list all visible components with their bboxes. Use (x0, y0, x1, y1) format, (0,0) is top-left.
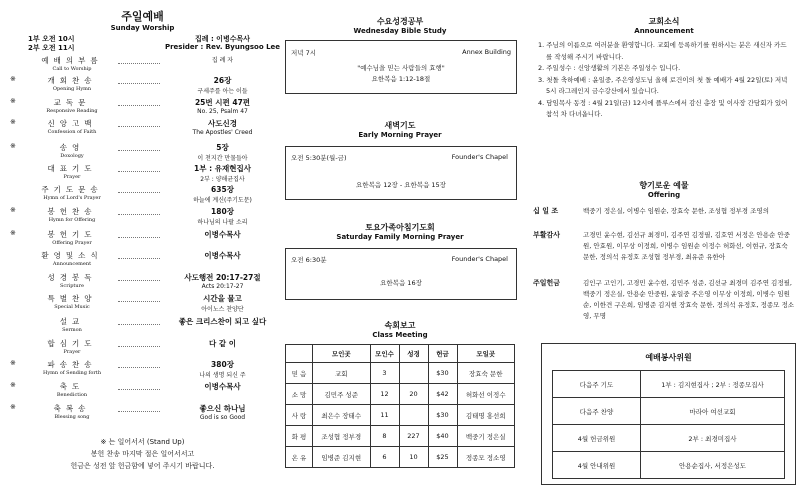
worship-item-main: 이병수목사 (204, 251, 241, 260)
leader-dots (118, 389, 160, 390)
table-row (286, 447, 515, 468)
worship-item-label (28, 359, 116, 376)
worship-item-ko: 예배의부름 (41, 56, 103, 65)
worship-subtitle: Sunday Worship (110, 24, 175, 32)
worship-item-ko: 설교 (59, 317, 85, 326)
saturday-text: 요한복음 16장 (380, 279, 422, 287)
leader-dots (118, 126, 160, 127)
worship-item-ko: 파송찬송 (47, 360, 97, 369)
table-cell (399, 363, 428, 384)
worship-item-value (160, 272, 285, 290)
worship-item-value (160, 97, 285, 115)
worship-item-ko: 특별찬양 (47, 294, 97, 303)
worship-title: 주일예배 (121, 10, 164, 23)
volunteers-table-body (553, 371, 785, 479)
worship-item-value (160, 403, 285, 421)
leader-dots (118, 63, 160, 64)
worship-item-sub: Acts 20:17-27 (201, 283, 244, 290)
table-row (286, 426, 515, 447)
wednesday-place: Annex Building (462, 48, 511, 56)
worship-item-value (160, 55, 285, 64)
worship-item-value (160, 316, 285, 327)
notices-list (538, 40, 788, 121)
table-cell: 12 (370, 384, 399, 405)
worship-item-main: 1부 : 유재현집사 (194, 164, 251, 173)
worship-item-label (28, 403, 116, 420)
presider-en: Presider : Rev. Byungsoo Lee (164, 43, 281, 51)
wednesday-box (285, 40, 517, 94)
worship-item-en: Responsive Reading (46, 108, 98, 114)
table-cell: 최은수 장태수 (313, 405, 371, 426)
dawn-title: 새벽기도 (384, 121, 416, 130)
offering-names: 김인구 고인기, 고경민 윤수현, 김민주 성준, 김선규 최경미 김주연 김정필, 백중기 정은실, 안용순 안중원, 윤일중 주은영 이무상 이정희, 이병수 임원순, 이한견 구은희, 임병준 김지현 장효숙 문한, 정의석 유정호, 정종모 정소영, 무명 (583, 279, 795, 320)
offering-names: 고경민 윤수현, 김선규 최경미, 김주연 김정필, 김호연 서정은 안용순 안중원, 안효원, 이무상 이정희, 이병수 임원순 이정수 허화선, 이현규, 장효숙 문한, 정의석 유정호 조성협 정부경, 최유준 유한아 (583, 231, 790, 261)
table-row (553, 371, 785, 398)
worship-item-main: 이병수목사 (204, 382, 241, 391)
worship-item-value (160, 142, 285, 162)
worship-item-label (28, 163, 116, 180)
class-table-header (286, 345, 515, 363)
notice-item: 1. 주님의 이름으로 여러분을 환영합니다. 교회에 등록하기를 원하시는 분은 새신자 카드를 작성해 주시기 바랍니다. (538, 41, 787, 61)
stand-mark: ※ (10, 206, 16, 214)
leader-dots (118, 280, 160, 281)
worship-item-en: Announcement (52, 261, 92, 267)
worship-item-en: Benediction (56, 392, 88, 398)
leader-dots (118, 83, 160, 84)
service-time-1: 1부 오전 10시 (28, 35, 75, 43)
worship-item-label (28, 338, 116, 355)
leader-dots (118, 105, 160, 106)
header-cell: 모인곳 (313, 345, 371, 363)
leader-dots (118, 214, 160, 215)
leader-dots (118, 367, 160, 368)
leader-dots (118, 411, 160, 412)
worship-item-value (160, 381, 285, 392)
worship-item-en: Sermon (62, 327, 82, 333)
service-time-2: 2부 오전 11시 (28, 44, 75, 52)
table-cell: 1부 : 김지현집사 ; 2부 : 정종모집사 (641, 371, 785, 398)
worship-item-value (160, 206, 285, 226)
worship-item-value (160, 229, 285, 240)
leader-dots (118, 192, 160, 193)
worship-item-sub: 2부 : 양해균집사 (200, 176, 245, 183)
saturday-time: 오전 6:30분 (291, 256, 327, 264)
table-cell: 김태명 홍선희 (457, 405, 515, 426)
table-cell: 3 (370, 363, 399, 384)
offering-label: 부활감사 (533, 231, 561, 239)
table-row (553, 425, 785, 452)
table-cell: 11 (370, 405, 399, 426)
worship-item-ko: 주기도문송 (41, 185, 103, 194)
header-cell (286, 345, 313, 363)
table-cell: 마라아 여선교회 (641, 398, 785, 425)
worship-item-label (28, 250, 116, 267)
table-cell: 4월 안내위원 (553, 452, 641, 479)
table-cell: 믿 음 (286, 363, 313, 384)
stand-mark: ※ (10, 118, 16, 126)
volunteers-table (552, 370, 785, 479)
table-row (286, 363, 515, 384)
class-header (285, 320, 515, 339)
header-cell: 모일곳 (457, 345, 515, 363)
worship-item-label (28, 142, 116, 159)
worship-item-label (28, 118, 116, 135)
worship-item-value (160, 293, 285, 313)
table-cell: 8 (370, 426, 399, 447)
worship-item-label (28, 97, 116, 114)
worship-item-sub: The Apostles' Creed (192, 129, 253, 136)
worship-item-en: Special Music (54, 304, 90, 310)
table-cell: 안용순집사, 서정은성도 (641, 452, 785, 479)
worship-item-main: 26장 (213, 76, 232, 85)
offering-label: 십 일 조 (533, 207, 559, 215)
saturday-place: Founder's Chapel (451, 255, 508, 263)
worship-item-ko: 교독문 (53, 98, 91, 107)
worship-item-label (28, 75, 116, 92)
worship-item-en: Blessing song (54, 414, 90, 420)
table-cell: 4월 헌금위원 (553, 425, 641, 452)
worship-item-sub: 하늘에 계신(주기도문) (193, 197, 252, 204)
table-cell: 백중기 정은실 (457, 426, 515, 447)
worship-item-main: 좋은 크리스찬이 되고 싶다 (178, 317, 267, 326)
worship-item-label (28, 229, 116, 246)
offering-box-note: 헌금은 성전 앞 헌금함에 넣어 주시기 바랍니다. (70, 462, 215, 470)
worship-item-en: Scripture (60, 283, 84, 289)
wednesday-subtitle: Wednesday Bible Study (353, 27, 447, 35)
worship-item-label (28, 381, 116, 398)
worship-item-en: Hymn of Sending forth (42, 370, 102, 376)
worship-item-sub: 이 천지간 만물들아 (197, 155, 248, 162)
table-cell: 2부 : 최경미집사 (641, 425, 785, 452)
sunday-worship-section (10, 0, 281, 485)
worship-item-ko: 축도 (59, 382, 85, 391)
dawn-subtitle: Early Morning Prayer (358, 131, 442, 139)
offering-subtitle: Offering (647, 191, 681, 199)
notices-header (533, 16, 795, 35)
table-cell: 다음주 찬양 (553, 398, 641, 425)
class-table-body (286, 363, 515, 468)
worship-item-en: Opening Hymn (52, 86, 92, 92)
worship-item-label (28, 55, 116, 72)
saturday-header (285, 222, 515, 241)
worship-item-sub: 집 례 자 (211, 57, 234, 64)
leader-dots (118, 258, 160, 259)
stand-mark: ※ (10, 359, 16, 367)
leader-dots (118, 171, 160, 172)
worship-item-main: 180장 (211, 207, 234, 216)
saturday-box (285, 248, 517, 300)
stand-note: ※ 는 일어서서 (Stand Up) (100, 438, 185, 446)
table-cell: 사 랑 (286, 405, 313, 426)
table-cell: 20 (399, 384, 428, 405)
leader-dots (118, 301, 160, 302)
worship-item-label (28, 206, 116, 223)
table-row (553, 452, 785, 479)
table-cell: 허화선 이정수 (457, 384, 515, 405)
offering-names: 백중기 정은실, 이병수 임원순, 장효숙 문한, 조성협 정부경 조영의 (583, 207, 769, 215)
table-row (553, 398, 785, 425)
leader-dots (118, 237, 160, 238)
dawn-box (285, 146, 517, 200)
worship-item-en: Prayer (63, 349, 81, 355)
wednesday-title: 수요성경공부 (376, 17, 424, 26)
volunteers-box (541, 343, 796, 485)
worship-item-value (160, 163, 285, 183)
worship-item-main: 사도행전 20:17-27절 (184, 273, 261, 282)
header-cell: 헌금 (428, 345, 457, 363)
worship-item-ko: 신앙고백 (47, 119, 97, 128)
worship-item-main: 380장 (211, 360, 234, 369)
table-cell: 10 (399, 447, 428, 468)
worship-item-sub: 구세주를 아는 이들 (197, 88, 248, 95)
worship-item-value (160, 338, 285, 349)
table-row (286, 384, 515, 405)
worship-item-main: 이병수목사 (204, 230, 241, 239)
worship-item-ko: 축복송 (53, 404, 91, 413)
worship-item-main: 사도신경 (208, 119, 237, 128)
worship-item-en: Confession of Faith (47, 129, 97, 135)
table-cell: $42 (428, 384, 457, 405)
stand-mark: ※ (10, 403, 16, 411)
worship-item-ko: 환영및소식 (41, 251, 103, 260)
worship-item-en: Doxology (60, 153, 84, 159)
worship-item-main: 5장 (216, 143, 229, 152)
worship-item-main: 635장 (211, 185, 234, 194)
notice-item: 4. 담임목사 동정 : 4월 21일(금) 12시에 플루스에서 감신 총장 및 이사장 간담회가 있어 참석 차 다녀옵니다. (538, 98, 788, 118)
presider-ko: 집례 : 이병수목사 (194, 35, 250, 43)
wednesday-theme: "예수님을 믿는 사람들의 효행" (357, 64, 445, 72)
worship-item-sub: 나의 생명 되신 주 (199, 372, 246, 379)
worship-item-value (160, 75, 285, 95)
table-cell: 장효숙 문한 (457, 363, 515, 384)
saturday-title: 토요가족아침기도회 (365, 223, 435, 232)
worship-item-ko: 대표기도 (47, 164, 97, 173)
table-cell: 임병준 김지현 (313, 447, 371, 468)
header-cell: 성경 (399, 345, 428, 363)
dawn-header (285, 120, 515, 139)
stand-mark: ※ (10, 75, 16, 83)
notice-item: 2. 주일성수 : 신앙생활의 기본은 주일성수 입니다. (538, 64, 681, 72)
class-meeting-table (285, 344, 515, 468)
table-cell: $40 (428, 426, 457, 447)
worship-item-ko: 송영 (59, 143, 85, 152)
worship-item-sub: 하나님의 나팔 소리 (197, 219, 248, 226)
notices-title: 교회소식 (648, 17, 680, 26)
worship-item-label (28, 316, 116, 333)
worship-item-ko: 성경봉독 (47, 273, 97, 282)
header-cell: 모인수 (370, 345, 399, 363)
class-subtitle: Class Meeting (372, 331, 428, 339)
offering-label: 주일헌금 (533, 279, 561, 287)
wednesday-text: 요한복음 1:12-18절 (371, 75, 431, 83)
worship-item-main: 시간을 물고 (203, 294, 242, 303)
table-cell: 온 유 (286, 447, 313, 468)
dawn-place: Founder's Chapel (451, 153, 508, 161)
table-row (286, 405, 515, 426)
wednesday-header (285, 16, 515, 35)
stand-mark: ※ (10, 381, 16, 389)
worship-item-sub: God is so Good (199, 414, 246, 421)
table-cell: 조성협 정부경 (313, 426, 371, 447)
worship-item-value (160, 118, 285, 136)
worship-item-ko: 봉헌찬송 (47, 207, 97, 216)
worship-item-en: Offering Prayer (52, 240, 92, 246)
dawn-text: 요한복음 12장 - 요한복음 15장 (356, 181, 446, 189)
table-cell (399, 405, 428, 426)
table-cell: 정종모 정소영 (457, 447, 515, 468)
worship-item-ko: 개회찬송 (47, 76, 97, 85)
offering-header (533, 180, 795, 199)
worship-item-label (28, 272, 116, 289)
worship-item-main: 25번 시편 47편 (194, 98, 251, 107)
dawn-time: 오전 5:30분(월-금) (291, 154, 347, 162)
worship-item-sub: No. 25, Psalm 47 (197, 108, 248, 115)
leader-dots (118, 150, 160, 151)
class-title: 속회보고 (384, 321, 416, 330)
worship-item-en: Hymn of Lord's Prayer (43, 195, 101, 201)
notices-subtitle: Announcement (634, 27, 694, 35)
table-cell: 소 망 (286, 384, 313, 405)
notice-item: 3. 첫돌 축하예배 : 윤일중, 주은영성도님 올해 로건이의 첫 돌 예배가 4월 22일(토) 저녁 5시 라그레인지 금수강산에서 있습니다. (538, 75, 788, 95)
table-cell: 6 (370, 447, 399, 468)
leader-dots (118, 324, 160, 325)
worship-item-en: Call to Worship (52, 66, 92, 72)
worship-item-value (160, 359, 285, 379)
worship-item-main: 다 같 이 (209, 339, 236, 348)
table-cell: 다음주 기도 (553, 371, 641, 398)
leader-dots (118, 346, 160, 347)
table-cell: 227 (399, 426, 428, 447)
worship-item-value (160, 184, 285, 204)
worship-item-label (28, 293, 116, 310)
table-cell: $30 (428, 363, 457, 384)
table-cell: $30 (428, 405, 457, 426)
offering-hymn-note: 봉헌 찬송 마지막 절은 일어서서고 (90, 450, 195, 458)
worship-item-value (160, 250, 285, 261)
saturday-subtitle: Saturday Family Morning Prayer (336, 233, 464, 241)
volunteers-title: 예배봉사위원 (645, 353, 692, 362)
table-cell: 교회 (313, 363, 371, 384)
table-cell: 화 평 (286, 426, 313, 447)
worship-item-ko: 합심기도 (47, 339, 97, 348)
table-cell: $25 (428, 447, 457, 468)
offering-title: 향기로운 예물 (639, 181, 689, 190)
worship-item-ko: 봉헌기도 (47, 230, 97, 239)
stand-mark: ※ (10, 142, 16, 150)
worship-item-en: Prayer (63, 174, 81, 180)
stand-mark: ※ (10, 229, 16, 237)
stand-mark: ※ (10, 97, 16, 105)
table-cell: 김민주 성준 (313, 384, 371, 405)
worship-item-label (28, 184, 116, 201)
wednesday-time: 저녁 7시 (291, 49, 317, 57)
worship-item-en: Hymn for Offering (48, 217, 96, 223)
worship-item-sub: 아이노스 찬양단 (201, 306, 244, 313)
worship-item-main: 좋으신 하나님 (199, 404, 246, 413)
